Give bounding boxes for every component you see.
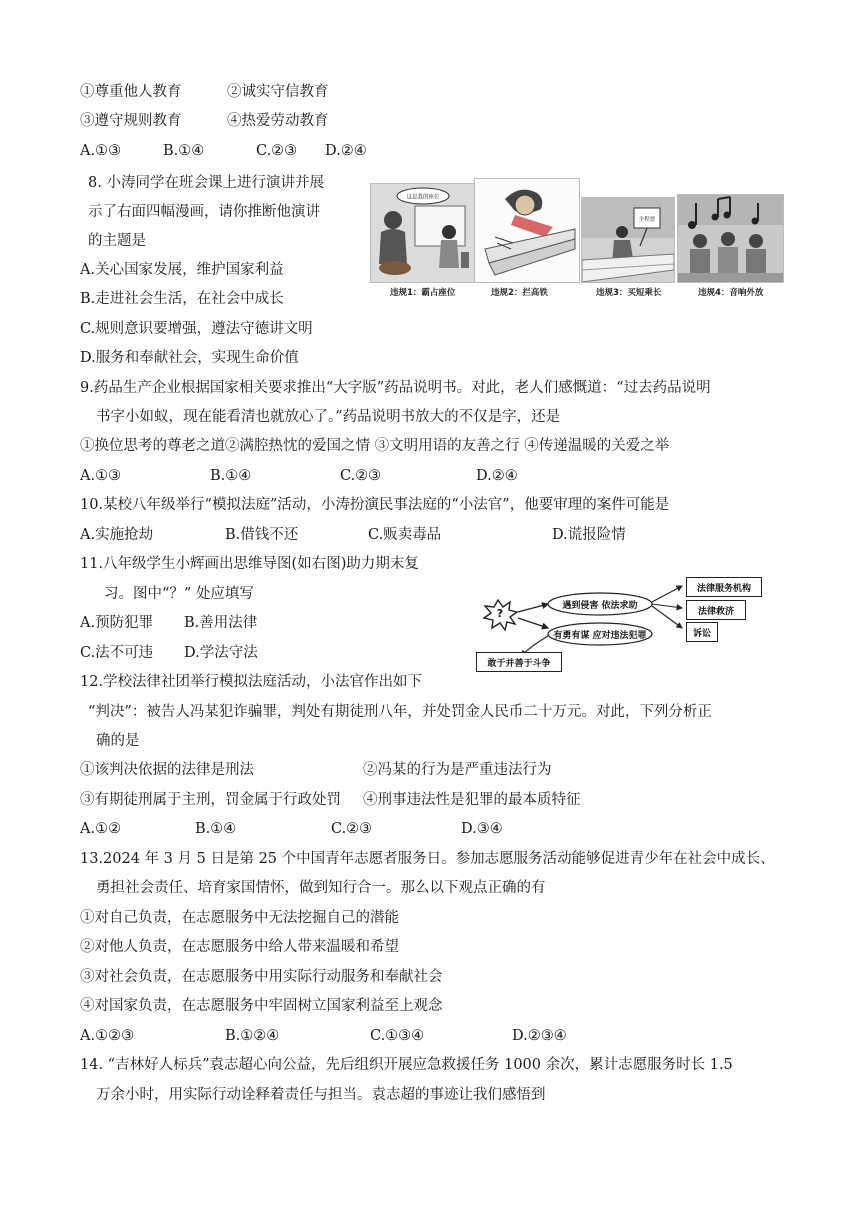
q13-item-2: ②对他人负责，在志愿服务中给人带来温暖和希望 (80, 939, 399, 955)
q12-option-a: A.①② (80, 821, 122, 837)
q7-option-a: A.①③ (80, 143, 122, 159)
q8-stem-line-3: 的主题是 (88, 233, 146, 249)
q12-item-2: ②冯某的行为是严重违法行为 (363, 762, 552, 778)
mindmap-branch-2: 有勇有谋 应对违法犯罪 (553, 630, 647, 641)
q8-stem-line-2: 示了右面四幅漫画，请你推断他演讲 (88, 204, 320, 220)
q7-item-4: ④热爱劳动教育 (227, 113, 329, 129)
comic-panel-4 (677, 194, 784, 283)
comics-figure (370, 183, 782, 298)
q7-option-d: D.②④ (325, 143, 367, 159)
comic-caption-4: 违规4：音响外放 (698, 288, 764, 298)
q9-option-c: C.②③ (340, 468, 382, 484)
q10-option-c: C.贩卖毒品 (368, 527, 442, 543)
q11-stem-line-1: 11.八年级学生小辉画出思维导图(如右图)助力期末复 (80, 556, 419, 572)
comic-caption-2: 违规2：拦高铁 (491, 288, 548, 298)
q9-option-a: A.①③ (80, 468, 122, 484)
q12-option-c: C.②③ (331, 821, 373, 837)
comic-1-illustration (371, 184, 475, 282)
mindmap-leaf-3: 诉讼 (686, 622, 718, 642)
q13-stem-line-2: 勇担社会责任、培育家国情怀，做到知行合一。那么以下观点正确的有 (96, 880, 546, 896)
q8-stem-line-1: 8. 小涛同学在班会课上进行演讲并展 (88, 175, 324, 191)
q8-option-c: C.规则意识要增强，遵法守德讲文明 (80, 321, 313, 337)
mindmap-center-question: ? (496, 606, 504, 620)
q9-option-b: B.①④ (210, 468, 252, 484)
q12-item-1: ①该判决依据的法律是刑法 (80, 762, 254, 778)
q11-stem-line-2: 习。图中“？” 处应填写 (104, 586, 254, 602)
q7-item-1: ①尊重他人教育 (80, 84, 182, 100)
q7-option-c: C.②③ (256, 143, 298, 159)
q9-option-d: D.②④ (476, 468, 518, 484)
q14-stem-line-1: 14. “吉林好人标兵”袁志超心向公益，先后组织开展应急救援任务 1000 余次，累计志愿服务时长 1.5 (80, 1057, 733, 1073)
q13-option-d: D.②③④ (512, 1028, 567, 1044)
q7-item-3: ③遵守规则教育 (80, 113, 182, 129)
q12-option-b: B.①④ (195, 821, 237, 837)
mindmap-leaf-1: 法律服务机构 (686, 577, 762, 597)
q8-option-d: D.服务和奉献社会，实现生命价值 (80, 350, 299, 366)
comic-2-illustration (475, 179, 579, 282)
q9-items: ①换位思考的尊老之道②满腔热忱的爱国之情 ③文明用语的友善之行 ④传递温暖的关爱之举 (80, 438, 670, 454)
q13-item-3: ③对社会负责，在志愿服务中用实际行动服务和奉献社会 (80, 969, 443, 985)
q9-stem-line-1: 9.药品生产企业根据国家相关要求推出“大字版”药品说明书。对此，老人们感慨道：“过去药品说明 (80, 380, 711, 396)
q11-option-b: B.善用法律 (184, 615, 258, 631)
comic-panel-1 (370, 183, 476, 283)
q12-option-d: D.③④ (461, 821, 503, 837)
q7-option-b: B.①④ (163, 143, 205, 159)
q10-stem: 10.某校八年级举行“模拟法庭”活动，小涛扮演民事法庭的“小法官”，他要审理的案件可能是 (80, 497, 670, 513)
comic-3-illustration (582, 198, 674, 282)
q12-stem-line-3: 确的是 (96, 733, 140, 749)
mindmap-leaf-2: 法律救济 (686, 600, 746, 620)
q10-option-a: A.实施抢劫 (80, 527, 154, 543)
q8-option-b: B.走进社会生活，在社会中成长 (80, 291, 284, 307)
q12-stem-line-1: 12.学校法律社团举行模拟法庭活动，小法官作出如下 (80, 674, 423, 690)
q13-item-4: ④对国家负责，在志愿服务中牢固树立国家利益至上观念 (80, 998, 443, 1014)
q11-option-c: C.法不可违 (80, 645, 154, 661)
q11-option-d: D.学法守法 (184, 645, 258, 661)
comic-caption-3: 违规3：买短乘长 (596, 288, 662, 298)
q12-item-4: ④刑事违法性是犯罪的最本质特征 (363, 792, 581, 808)
q12-stem-line-2: “判决”：被告人冯某犯诈骗罪，判处有期徒刑八年，并处罚金人民币二十万元。对此，下列分析正 (88, 704, 712, 720)
q13-stem-line-1: 13.2024 年 3 月 5 日是第 25 个中国青年志愿者服务日。参加志愿服务活动能够促进青少年在社会中成长、 (80, 851, 775, 867)
comic-3-sign: 全程票 (638, 217, 656, 223)
q13-item-1: ①对自己负责，在志愿服务中无法挖掘自己的潜能 (80, 910, 399, 926)
mindmap-branch-1: 遇到侵害 依法求助 (562, 600, 638, 611)
q11-option-a: A.预防犯罪 (80, 615, 154, 631)
q10-option-d: D.谎报险情 (552, 527, 626, 543)
comic-1-bubble: 这是我的座位 (406, 194, 440, 201)
mindmap-figure (476, 572, 776, 672)
comic-panel-3 (581, 197, 675, 283)
q14-stem-line-2: 万余小时，用实际行动诠释着责任与担当。袁志超的事迹让我们感悟到 (96, 1087, 546, 1103)
q9-stem-line-2: 书字小如蚁，现在能看清也就放心了。”药品说明书放大的不仅是字，还是 (96, 409, 561, 425)
q8-option-a: A.关心国家发展，维护国家利益 (80, 262, 284, 278)
q7-item-2: ②诚实守信教育 (227, 84, 329, 100)
q13-option-c: C.①③④ (370, 1028, 425, 1044)
q10-option-b: B.借钱不还 (225, 527, 299, 543)
q13-option-b: B.①②④ (225, 1028, 280, 1044)
q12-item-3: ③有期徒刑属于主刑，罚金属于行政处罚 (80, 792, 341, 808)
comic-4-illustration (678, 195, 783, 282)
comic-panel-2 (474, 178, 580, 283)
mindmap-bottom: 敢于并善于斗争 (476, 652, 562, 672)
q13-option-a: A.①②③ (80, 1028, 135, 1044)
comic-caption-1: 违规1：霸占座位 (390, 288, 456, 298)
